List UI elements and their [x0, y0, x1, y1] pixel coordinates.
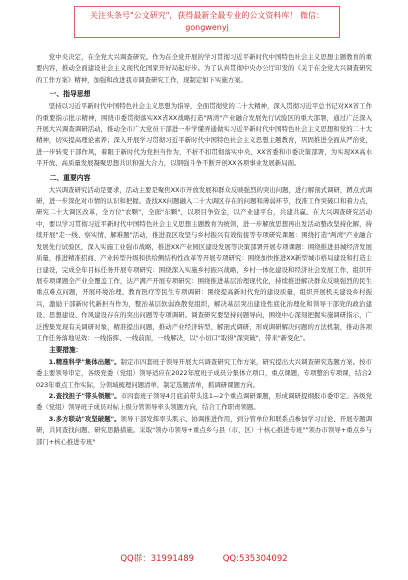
- qq-group-text: QQ群：31991489: [120, 554, 195, 564]
- measure-text-2: 市四套班子领导4月底前带头选1—2个重点调研课题，形成调研提纲报市委审定。各级党委（党组）领导班子成员对标上级分管领导牵头领题方向，结合工作职责领题。: [36, 391, 372, 412]
- measure-title-3: 3.多方联动"攻坚破题"。: [48, 414, 121, 423]
- qq-number-text: QQ:535304092: [222, 554, 288, 564]
- contact-footer: [0, 552, 408, 566]
- measure-text-3: 领导干部发挥率头肌示、协调推进作用，到分管单位和联系点参加学习讨论、开展专题调研，共同查找问题、研究思路措施。采取"领办市领导+重点乡与县（市、区）十核心推进专班""领办市领导+重点乡与部门+核心推进专班": [36, 414, 372, 446]
- measure-item-2: [36, 391, 372, 414]
- intro-paragraph: 党中央决定，在全党大兴调查研究。作为在全党开展的学习贯彻习近平新时代中国特色社会主义思想主题教育的重要内容，推动全面建设社会主义现代化国家开好局起好步。为了认真贯彻中央办公厅印发的《关于在全党大兴调查研究的工作方案》精神，加强和改进我市调查研究工作，现制定如下实施方案。: [36, 53, 372, 84]
- measure-item-1: [36, 357, 372, 391]
- document-body: [36, 52, 372, 448]
- measure-text-1: 制定市四套班子领导开展大兴调查研究工作方案，研究提出大兴调查研究选题方案。按市委主要领导审定，各级党委（党组）领导适应在2022年度班子成员分集体立项口，重点课题，专项整治专项课，结合2023年重点工作实际，分领域梳理问题清单，制定选题清单，抓调研课题方向。: [36, 357, 372, 389]
- measure-item-3: [36, 414, 372, 448]
- measures-heading: 主要措施：: [49, 346, 83, 355]
- banner-text: 关注头条号"公文研究"，获得最新全最专业的公文资料库！ 微信：gongwenyj: [90, 11, 324, 32]
- section-heading-key-content: 二、重要内容: [49, 173, 91, 182]
- measure-title-2: 2.查找担子"带头领题"。: [48, 391, 121, 400]
- section-heading-guiding-ideology: 一、指导思想: [49, 90, 91, 99]
- section-paragraph-guiding-ideology: 坚持以习近平新时代中国特色社会主义思想为指导，全面贯彻党的二十大精神，深入贯彻习近平总书记对XX省工作的重要指示批示精神，围绕市委贯彻落实XX省XX战略打造"两湾"产业融合发展先行试验区的重大部署，通过广泛深入开展大兴调查调研活动，推动全市广大党员干部进一步学懂弄通做实习近平新时代中国特色社会主义思想和党的二十大精神，切实提高理论素养；深入开展学习贯彻习近平新时代中国特色社会主义思想主题教育，巩固推进全面从严治党，进一步转变干部作风，着眼于新时代为党担当作为，不折不扣贯彻落实中央、XX省委和市委决策部署，为实现XX高水平开放、高质量发展凝聚思想共识和强大合力，以钢强斗争不断开创XX各项事业发展新局面。: [36, 102, 372, 168]
- section-paragraph-key-content: 大兴调查研究活动是要求，活动主要是聚焦XX市开放发展和群众反映强烈的突出问题，进行解剖式调研，蹲点式调研，进一步深化对市情的认识和把握。查找XX问题融入二十大调区存在的问题和薄弱环节，找准工作突破口和着力点，研究二十大调区改革，全方位"农颗"，全面"东颗"，以项目争资金，以产业建平台，共建共赢。在大兴调查研究活动中，要以学习贯彻习近平新时代中国特色社会主义思想主题教育为统领，进一步解放思想再出发活动整改坚持化解，持续开展"走一线、察实情、解难题"活动，推进我区攻坚与乡村振兴有效衔接等专项研究课题：围绕打造"两湾"产业融合发展先行试验区，深入实施工业强市战略，推进XX产业园区建设发展等决策部署开展专项课题：围绕推进县城经济发展质量，推进精准招商、产业转型升级和供给侧结构性改革等开展专项研究：围绕加快推进XX新型城市格局建设和打造主日建设，完成全年目标任务开展专项研究：围绕深入实施乡村振兴战略，乡村一体化建设和经济社会发展工作，组织开展专项课题全产业全覆盖工作，达产满产开展专项研究：围绕推进基层治理现代化，持续推进解决群众反映强烈的民生重点难点问题，开展环境治理、教育医疗等民生专项调研：围绕提高新时代党的建设质量，组织开展机关建设乡村振兴，激励干部新时代新担当作为，整治基层软弱涣散党组织，解决基层突出建设性底化治理化和领导干部党的政治建设、思想建设、作风建设存在的突出问题等专项调研。调查研究要坚持问题导向，围绕中心深刻把握实施调研指示，广泛搜集发现有关调研对象，精准提出问题，推动产业经济转型、解剖式调研，形成调研解决问题的方法机制，推动各项工作任务落地见效：一线指挥、一线前面，一线解决，以"小切口"取得"深突破"，带来"新变化"。: [36, 185, 372, 342]
- promo-banner: [74, 6, 340, 38]
- measure-title-1: 1.精准科学"集体出题"。: [48, 357, 121, 366]
